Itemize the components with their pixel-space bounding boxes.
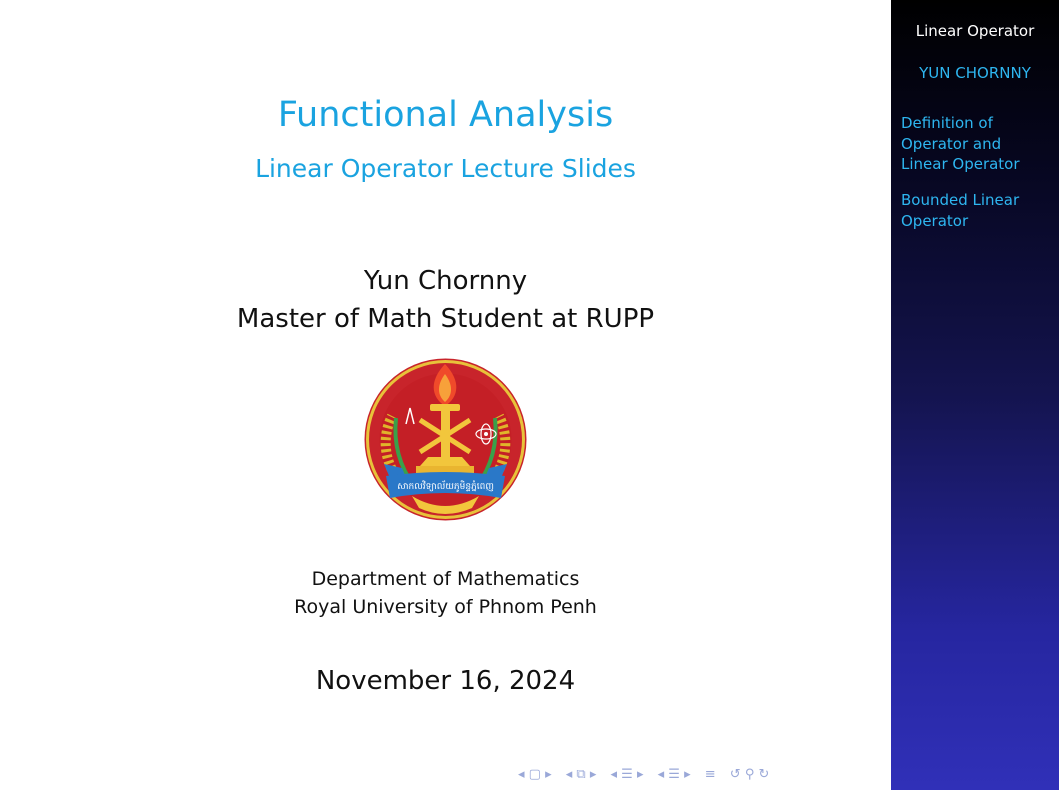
slide-title: Functional Analysis (277, 95, 614, 135)
author-name: Yun Chornny (363, 266, 528, 296)
institute-block (0, 565, 891, 621)
slide-subtitle: Linear Operator Lecture Slides (255, 154, 636, 183)
sidebar-item-bounded-linear-operator[interactable]: Bounded Linear Operator (901, 191, 1020, 230)
author-block (0, 262, 891, 338)
appendix-nav-icon[interactable]: ≡ (704, 767, 716, 782)
university-seal-icon (362, 356, 529, 523)
presentation-date: November 16, 2024 (315, 666, 576, 696)
seal-text: សាកលវិទ្យាល័យភូមិន្ទភ្នំពេញ (397, 482, 494, 492)
subsection-nav-icon[interactable]: ◂ ⧉ ▸ (565, 767, 597, 782)
frame-nav-icon[interactable]: ◂ ▢ ▸ (518, 767, 552, 782)
section-nav-icon[interactable]: ◂ ☰ ▸ (610, 767, 644, 782)
search-icon[interactable]: ↺ ⚲ ↻ (729, 767, 770, 782)
sidebar-author[interactable]: YUN CHORNNY (919, 64, 1031, 82)
document-nav-icon[interactable]: ◂ ☰ ▸ (657, 767, 691, 782)
department-name: Department of Mathematics (311, 568, 580, 590)
author-affiliation: Master of Math Student at RUPP (236, 304, 655, 334)
sidebar-title[interactable]: Linear Operator (915, 22, 1035, 40)
sidebar-item-definition-of-operator[interactable]: Definition of Operator and Linear Operator (901, 114, 1020, 173)
beamer-navigation-bar (518, 766, 884, 784)
university-name: Royal University of Phnom Penh (294, 596, 597, 618)
